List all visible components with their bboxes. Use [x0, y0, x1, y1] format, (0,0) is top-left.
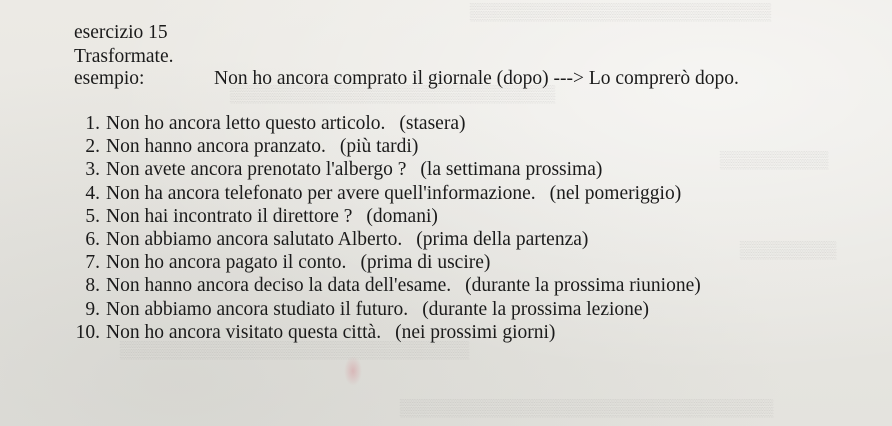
item-hint: (nel pomeriggio) [549, 182, 682, 204]
bleed-through-text: ▒▒▒▒▒▒▒▒▒ [720, 150, 829, 169]
list-item [66, 251, 701, 274]
item-number: 3. [85, 159, 100, 181]
example-label: esempio: [74, 68, 145, 89]
item-sentence: Non hanno ancora pranzato. [106, 136, 326, 158]
bleed-through-text: ▒▒▒▒▒▒▒▒▒▒▒▒▒▒▒▒▒▒▒▒▒▒▒▒▒ [470, 2, 772, 21]
item-number: 10. [75, 321, 100, 343]
item-number: 4. [85, 182, 100, 204]
exercise-title: esercizio 15 [74, 22, 168, 43]
item-hint: (prima della partenza) [416, 228, 589, 250]
item-number: 2. [85, 136, 100, 158]
exercise-list [66, 112, 701, 344]
item-sentence: Non ho ancora letto questo articolo. [106, 113, 386, 134]
list-item [66, 205, 701, 228]
item-hint: (domani) [366, 205, 438, 227]
list-item [66, 158, 701, 181]
item-sentence: Non ho ancora pagato il conto. [106, 252, 347, 274]
exercise-instruction: Trasformate. [74, 46, 174, 67]
item-hint: (stasera) [399, 113, 466, 134]
item-hint: (più tardi) [339, 136, 419, 158]
item-sentence: Non abbiamo ancora studiato il futuro. [106, 298, 409, 320]
page-stain [344, 356, 362, 386]
item-sentence: Non ho ancora visitato questa città. [106, 321, 382, 343]
list-item [66, 182, 701, 205]
item-sentence: Non ha ancora telefonato per avere quell'informazione. [106, 182, 536, 204]
item-hint: (durante la prossima lezione) [422, 298, 650, 320]
list-item [66, 321, 701, 344]
example-text: Non ho ancora comprato il giornale (dopo) ---> Lo comprerò dopo. [214, 68, 739, 89]
item-number: 9. [85, 298, 100, 320]
bleed-through-text: ▒▒▒▒▒▒▒▒ [740, 240, 837, 259]
list-item [66, 112, 701, 135]
item-sentence: Non avete ancora prenotato l'albergo ? [106, 159, 407, 181]
list-item [66, 228, 701, 251]
item-hint: (nei prossimi giorni) [395, 321, 556, 343]
list-item [66, 135, 701, 158]
item-number: 8. [85, 275, 100, 297]
item-sentence: Non hai incontrato il direttore ? [106, 205, 353, 227]
bleed-through-text: ▒▒▒▒▒▒▒▒▒▒▒▒▒▒▒▒▒▒▒▒▒▒▒▒▒▒▒ [230, 84, 556, 103]
item-hint: (durante la prossima riunione) [465, 275, 701, 297]
list-item [66, 274, 701, 297]
item-number: 1. [85, 113, 100, 134]
bleed-through-text: ▒▒▒▒▒▒▒▒▒▒▒▒▒▒▒▒▒▒▒▒▒▒▒▒▒▒▒▒▒ [120, 340, 470, 359]
item-number: 7. [85, 252, 100, 274]
item-sentence: Non abbiamo ancora salutato Alberto. [106, 228, 403, 250]
bleed-through-text: ▒▒▒▒▒▒▒▒▒▒▒▒▒▒▒▒▒▒▒▒▒▒▒▒▒▒▒▒▒▒▒ [400, 398, 774, 417]
item-hint: (prima di uscire) [360, 252, 491, 274]
item-number: 6. [85, 228, 100, 250]
list-item [66, 298, 701, 321]
item-hint: (la settimana prossima) [420, 159, 603, 181]
item-number: 5. [85, 205, 100, 227]
item-sentence: Non hanno ancora deciso la data dell'esame. [106, 275, 452, 297]
